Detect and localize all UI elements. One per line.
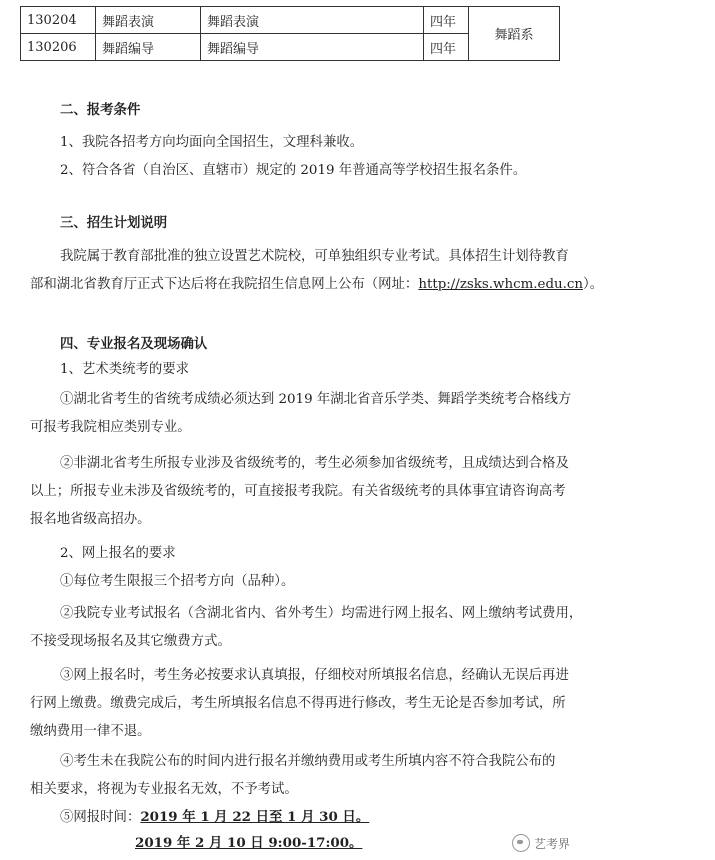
s4-2e-line-2 (135, 834, 715, 853)
department-cell: 舞蹈系 (469, 7, 560, 61)
major-name: 舞蹈表演 (96, 7, 201, 34)
major-code: 130206 (21, 34, 96, 61)
s3-line-2-text: 部和湖北省教育厅正式下达后将在我院招生信息网上公布（网址： (30, 277, 419, 292)
s4-2a: ①每位考生限报三个招考方向（品种）。 (60, 574, 295, 589)
s3-line-1: 我院属于教育部批准的独立设置艺术院校，可单独组织专业考试。具体招生计划待教育 (60, 249, 569, 264)
s3-line-2-close: ）。 (583, 277, 604, 292)
s4-1b-line-3: 报名地省级高招办。 (30, 512, 151, 527)
s4-1b-line-2: 以上；所报专业未涉及省级统考的，可直接报考我院。有关省级统考的具体事宜请咨询高考 (30, 484, 566, 499)
major-direction: 舞蹈表演 (201, 7, 424, 34)
s4-2b-line-1: ②我院专业考试报名（含湖北省内、省外考生）均需进行网上报名、网上缴纳考试费用， (60, 606, 583, 621)
s4-sub-2: 2、网上报名的要求 (60, 546, 176, 561)
study-years: 四年 (424, 7, 469, 34)
online-registration-time-1: 2019 年 1 月 22 日至 1 月 30 日。 (140, 809, 370, 825)
s4-sub-1: 1、艺术类统考的要求 (60, 362, 190, 377)
watermark-text: 艺考界 (533, 836, 570, 851)
online-registration-time-2: 2019 年 2 月 10 日 9:00-17:00。 (135, 835, 363, 851)
section-4-title: 四、专业报名及现场确认 (60, 336, 208, 352)
wechat-icon (512, 834, 530, 852)
s4-2e-line-1 (0, 808, 640, 827)
major-direction: 舞蹈编导 (201, 34, 424, 61)
s4-1a-line-1: ①湖北省考生的省统考成绩必须达到 2019 年湖北省音乐学类、舞蹈学类统考合格线方 (60, 392, 572, 407)
s4-2d-line-1: ④考生未在我院公布的时间内进行报名并缴纳费用或考生所填内容不符合我院公布的 (60, 754, 556, 769)
section-3-title: 三、招生计划说明 (60, 215, 168, 231)
s2-item-1: 1、我院各招考方向均面向全国招生，文理科兼收。 (60, 135, 364, 150)
s4-2c-line-2: 行网上缴费。缴费完成后，考生所填报名信息不得再进行修改，考生无论是否参加考试，所 (30, 696, 566, 711)
s3-line-2 (30, 276, 610, 294)
section-2-title: 二、报考条件 (60, 102, 141, 118)
s4-2b-line-2: 不接受现场报名及其它缴费方式。 (30, 634, 231, 649)
major-name: 舞蹈编导 (96, 34, 201, 61)
watermark (512, 834, 570, 852)
major-code: 130204 (21, 7, 96, 34)
s4-2c-line-3: 缴纳费用一律不退。 (30, 724, 151, 739)
study-years: 四年 (424, 34, 469, 61)
s4-2c-line-1: ③网上报名时，考生务必按要求认真填报，仔细校对所填报名信息，经确认无误后再进 (60, 668, 569, 683)
s4-2e-prefix: ⑤网报时间： (60, 810, 141, 825)
s2-item-2: 2、符合各省（自治区、直辖市）规定的 2019 年普通高等学校招生报名条件。 (60, 163, 527, 178)
s4-2d-line-2: 相关要求，将视为专业报名无效，不予考试。 (30, 782, 298, 797)
recruitment-url[interactable]: http://zsks.whcm.edu.cn (418, 277, 584, 292)
s4-1b-line-1: ②非湖北省考生所报专业涉及省级统考的，考生必须参加省级统考，且成绩达到合格及 (60, 456, 569, 471)
s4-1a-line-2: 可报考我院相应类别专业。 (30, 420, 191, 435)
